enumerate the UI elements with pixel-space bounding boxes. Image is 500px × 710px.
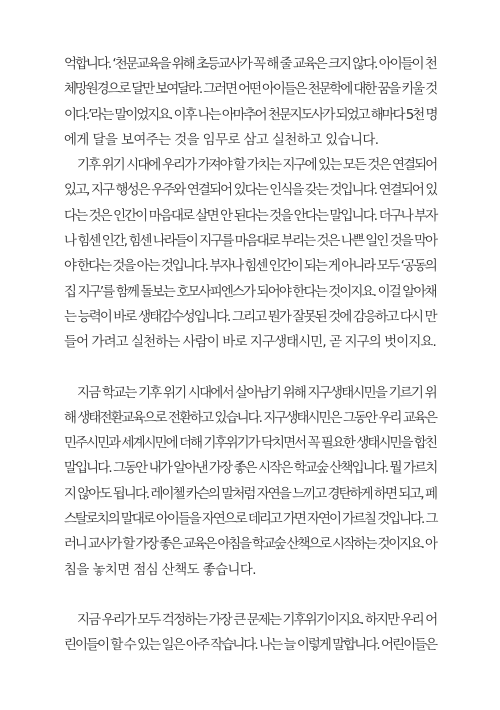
text-line: 는 능력이 바로 생태감수성입니다. 그리고 뭔가 잘못된 것에 감응하고 다시 만: [64, 309, 436, 325]
text-line: 말입니다. 그동안 내가 알아낸 가장 좋은 시작은 학교숲 산책입니다. 뭘 가르치: [64, 461, 437, 477]
text-line: 스탈로치의 말대로 아이들을 자연으로 데리고 가면 자연이 가르칠 것입니다. 그: [64, 512, 437, 528]
text-line: 에게 달을 보여주는 것을 임무로 삼고 실천하고 있습니다.: [64, 132, 379, 148]
paragraph-gap: [64, 356, 436, 381]
text-line: 러니 교사가 할 가장 좋은 교육은 아침을 학교숲 산책으로 시작하는 것이지요. 아: [64, 537, 436, 553]
text-line: 이다.’라는 말이었지요. 이후 나는 아마추어 천문지도사가 되었고 해마다 5천 명: [64, 107, 437, 123]
text-line: 침을 놓치면 점심 산책도 좋습니다.: [64, 562, 256, 578]
text-line: 지 않아도 됩니다. 레이첼 카슨의 말처럼 자연을 느끼고 경탄하게 하면 되고, 페: [64, 486, 437, 502]
text-line: 체망원경으로 달만 보여달라. 그러면 어떤 아이들은 천문학에 대한 꿈을 키울 것: [64, 82, 437, 98]
text-line: 억합니다. ‘천문교육을 위해 초등교사가 꼭 해 줄 교육은 크지 않다. 아이들이 천: [64, 57, 436, 72]
text-line: 해 생태전환교육으로 전환하고 있습니다. 지구생태시민은 그동안 우리 교육은: [64, 410, 436, 426]
text-line: 다는 것은 인간이 마음대로 살면 안 된다는 것을 안다는 말입니다. 더구나 부자: [64, 208, 437, 224]
text-line: 린이들이 할 수 있는 일은 아주 작습니다. 나는 늘 이렇게 말합니다. 어린이들은: [64, 638, 437, 654]
paragraph-4: [64, 608, 436, 659]
text-line: 있고, 지구 행성은 우주와 연결되어 있다는 인식을 갖는 것입니다. 연결되어 있: [64, 183, 437, 199]
text-line: 민주시민과 세계시민에 더해 기후위기가 닥치면서 꼭 필요한 생태시민을 합친: [64, 436, 436, 452]
text-line: 지금 우리가 모두 걱정하는 가장 큰 문제는 기후위기이지요. 하지만 우리 어: [77, 612, 437, 628]
paragraph-1: [64, 52, 436, 153]
text-line: 집 지구’를 함께 돌보는 호모사피엔스가 되어야 한다는 것이지요. 이걸 알아채: [64, 284, 436, 300]
paragraph-gap: [64, 583, 436, 608]
text-line: 기후 위기 시대에 우리가 가져야 할 가치는 지구에 있는 모든 것은 연결되어: [77, 158, 437, 174]
paragraph-2: [64, 153, 436, 355]
text-line: 나 힘센 인간, 힘센 나라들이 지구를 마음대로 부리는 것은 나쁜 일인 것을 막아: [64, 234, 437, 250]
paragraph-3: [64, 381, 436, 583]
text-line: 지금 학교는 기후 위기 시대에서 살아남기 위해 지구생태시민을 기르기 위: [77, 385, 436, 401]
text-line: 야 한다는 것을 아는 것입니다. 부자나 힘센 인간이 되는 게 아니라 모두 ‘공동의: [64, 259, 436, 275]
text-line: 들어 가려고 실천하는 사람이 바로 지구생태시민, 곧 지구의 벗이지요.: [64, 335, 436, 351]
